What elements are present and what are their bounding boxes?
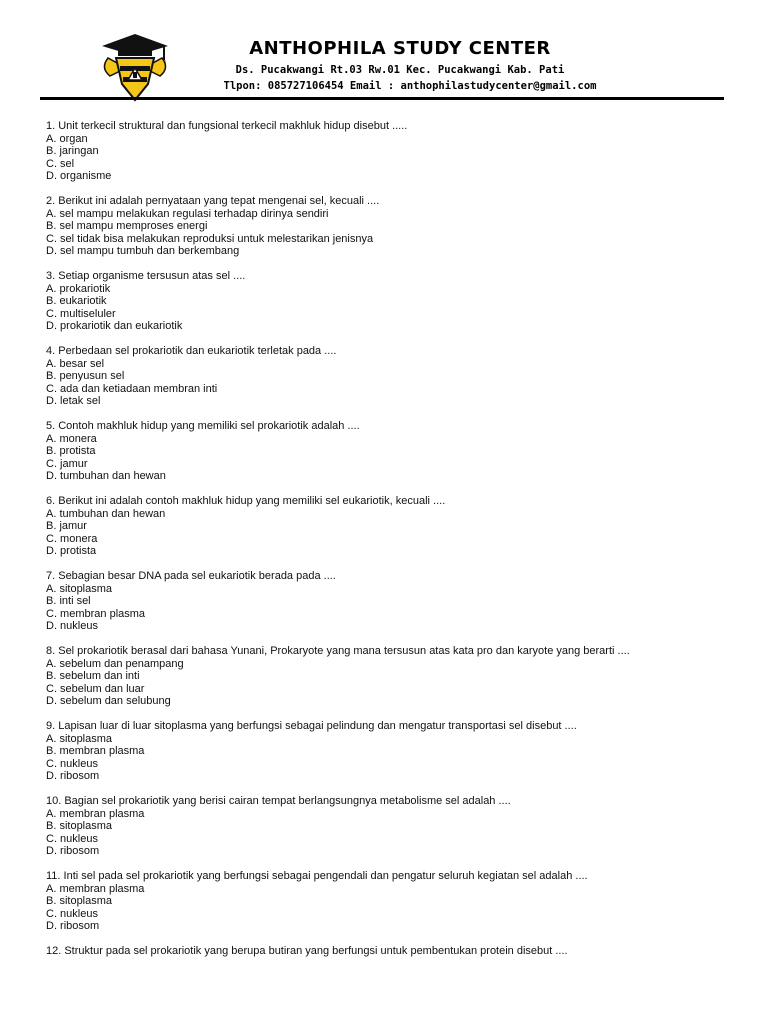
question-item <box>46 270 726 333</box>
answer-option: D. sel mampu tumbuh dan berkembang <box>46 245 240 257</box>
organization-address: Ds. Pucakwangi Rt.03 Rw.01 Kec. Pucakwangi Kab. Pati <box>235 64 565 76</box>
bee-graduation-logo-icon <box>98 28 172 104</box>
answer-option: A. sitoplasma <box>46 732 113 745</box>
answer-option: A. membran plasma <box>46 882 145 895</box>
question-item <box>46 420 726 483</box>
organization-contact: Tlpon: 085727106454 Email : anthophilastudycenter@gmail.com <box>223 80 597 92</box>
question-item <box>46 870 726 933</box>
question-text: 1. Unit terkecil struktural dan fungsional terkecil makhluk hidup disebut ..... <box>46 120 408 132</box>
answer-option: D. nukleus <box>46 620 98 632</box>
answer-option: A. sel mampu melakukan regulasi terhadap dirinya sendiri <box>46 207 329 220</box>
answer-option: C. multiseluler <box>46 307 116 320</box>
question-item <box>46 570 726 633</box>
answer-option: C. jamur <box>46 457 88 470</box>
question-text: 2. Berikut ini adalah pernyataan yang tepat mengenai sel, kecuali .... <box>46 195 380 207</box>
answer-option: A. besar sel <box>46 357 105 370</box>
answer-option: B. penyusun sel <box>46 370 125 382</box>
question-item <box>46 720 726 783</box>
question-text: 10. Bagian sel prokariotik yang berisi cairan tempat berlangsungnya metabolisme sel adalah .... <box>46 795 511 807</box>
answer-option: A. tumbuhan dan hewan <box>46 507 166 520</box>
answer-option: B. sitoplasma <box>46 895 113 907</box>
answer-option: B. sel mampu memproses energi <box>46 220 208 232</box>
question-item <box>46 645 726 708</box>
question-text: 5. Contoh makhluk hidup yang memiliki sel prokariotik adalah .... <box>46 420 360 432</box>
question-text: 9. Lapisan luar di luar sitoplasma yang berfungsi sebagai pelindung dan mengatur transportasi sel disebut .... <box>46 720 577 732</box>
question-text: 7. Sebagian besar DNA pada sel eukariotik berada pada .... <box>46 570 336 582</box>
question-item <box>46 345 726 408</box>
question-item <box>46 945 726 958</box>
answer-option: C. ada dan ketiadaan membran inti <box>46 382 218 395</box>
answer-option: D. sebelum dan selubung <box>46 695 171 707</box>
answer-option: B. sitoplasma <box>46 820 113 832</box>
answer-option: D. ribosom <box>46 920 100 932</box>
answer-option: D. tumbuhan dan hewan <box>46 470 166 482</box>
question-text: 8. Sel prokariotik berasal dari bahasa Yunani, Prokaryote yang mana tersusun atas kata pro dan karyote yang berarti .... <box>46 645 630 657</box>
answer-option: D. protista <box>46 545 97 557</box>
answer-option: A. sebelum dan penampang <box>46 657 184 670</box>
answer-option: B. eukariotik <box>46 295 107 307</box>
answer-option: B. jamur <box>46 520 87 532</box>
answer-option: C. nukleus <box>46 907 98 920</box>
question-item <box>46 195 726 258</box>
answer-option: C. sebelum dan luar <box>46 682 145 695</box>
answer-option: D. ribosom <box>46 845 100 857</box>
question-item <box>46 495 726 558</box>
answer-option: D. letak sel <box>46 395 101 407</box>
answer-option: D. ribosom <box>46 770 100 782</box>
answer-option: B. protista <box>46 445 96 457</box>
document-header <box>0 0 768 100</box>
answer-option: A. sitoplasma <box>46 582 113 595</box>
answer-option: C. nukleus <box>46 757 98 770</box>
answer-option: C. nukleus <box>46 832 98 845</box>
answer-option: B. sebelum dan inti <box>46 670 140 682</box>
question-text: 6. Berikut ini adalah contoh makhluk hidup yang memiliki sel eukariotik, kecuali .... <box>46 495 446 507</box>
question-text: 12. Struktur pada sel prokariotik yang berupa butiran yang berfungsi untuk pembentukan protein disebut .... <box>46 945 568 957</box>
answer-option: D. prokariotik dan eukariotik <box>46 320 183 332</box>
answer-option: C. sel tidak bisa melakukan reproduksi untuk melestarikan jenisnya <box>46 232 374 245</box>
answer-option: B. inti sel <box>46 595 91 607</box>
question-item <box>46 120 726 183</box>
question-text: 3. Setiap organisme tersusun atas sel .... <box>46 270 246 282</box>
answer-option: A. organ <box>46 132 88 145</box>
question-list <box>46 120 726 970</box>
answer-option: C. membran plasma <box>46 607 146 620</box>
header-divider <box>40 97 724 100</box>
organization-name: ANTHOPHILA STUDY CENTER <box>249 38 551 59</box>
answer-option: D. organisme <box>46 170 112 182</box>
answer-option: C. monera <box>46 532 98 545</box>
answer-option: B. membran plasma <box>46 745 145 757</box>
question-item <box>46 795 726 858</box>
answer-option: B. jaringan <box>46 145 99 157</box>
answer-option: A. membran plasma <box>46 807 145 820</box>
answer-option: C. sel <box>46 157 75 170</box>
question-text: 4. Perbedaan sel prokariotik dan eukariotik terletak pada .... <box>46 345 337 357</box>
answer-option: A. prokariotik <box>46 282 111 295</box>
answer-option: A. monera <box>46 432 97 445</box>
question-text: 11. Inti sel pada sel prokariotik yang berfungsi sebagai pengendali dan pengatur seluruh kegiatan sel adalah .... <box>46 870 588 882</box>
